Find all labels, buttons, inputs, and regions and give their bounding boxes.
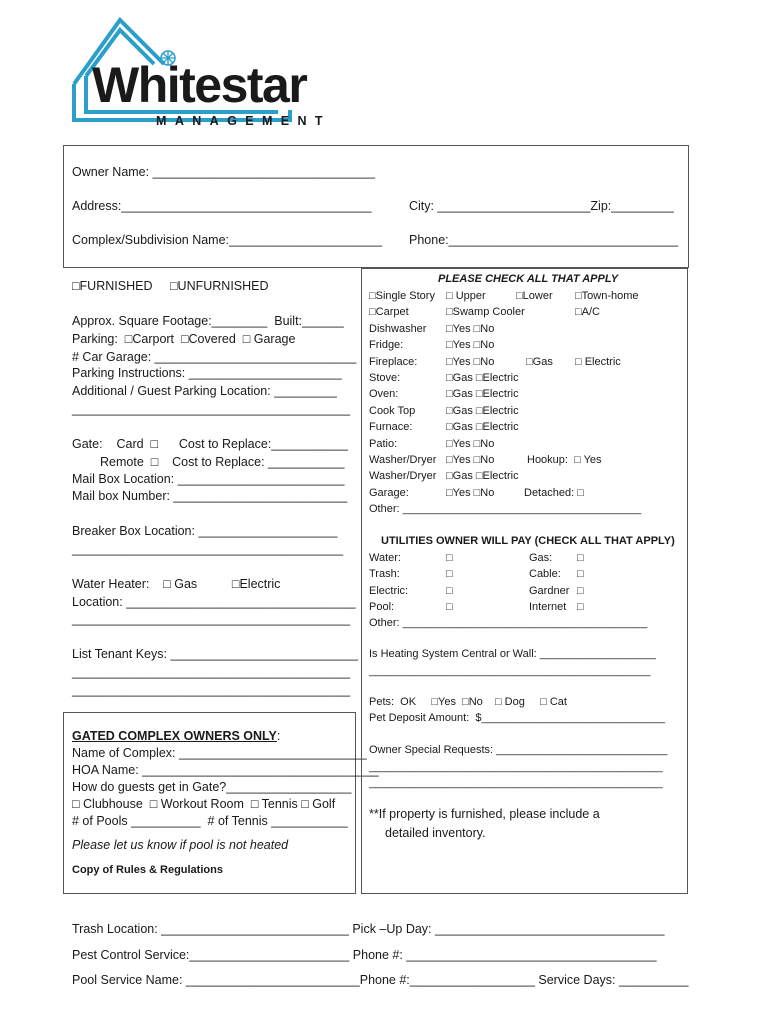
- water-heater-options[interactable]: Water Heater: □ Gas □Electric: [72, 577, 281, 591]
- feature-cell: Patio:: [369, 437, 398, 450]
- feature-cell: Oven:: [369, 388, 399, 401]
- square-footage-field[interactable]: Approx. Square Footage:________ Built:______: [72, 314, 344, 328]
- pets-options[interactable]: Pets: OK □Yes □No □ Dog □ Cat: [369, 696, 567, 708]
- pest-control-field[interactable]: Pest Control Service:_______________________ Phone #: ____________________________________: [72, 948, 657, 962]
- utility-label: Gardner: [529, 584, 570, 597]
- breaker-box-line[interactable]: _______________________________________: [72, 542, 344, 556]
- feature-cell[interactable]: □ Upper: [446, 290, 486, 302]
- special-requests-field[interactable]: Owner Special Requests: ____________________________: [369, 744, 668, 756]
- unfurnished-checkbox[interactable]: □UNFURNISHED: [170, 279, 269, 293]
- check-all-title: PLEASE CHECK ALL THAT APPLY: [438, 273, 619, 285]
- parking-options[interactable]: Parking: □Carport □Covered □ Garage: [72, 332, 296, 346]
- utility-checkbox[interactable]: □: [446, 584, 453, 597]
- trash-location-field[interactable]: Trash Location: ___________________________ Pick –Up Day: _________________________________: [72, 922, 665, 936]
- complex-name-field[interactable]: Name of Complex: ___________________________: [72, 746, 367, 760]
- feature-cell: Fridge:: [369, 339, 404, 352]
- heating-system-field[interactable]: Is Heating System Central or Wall: ___________________: [369, 648, 656, 660]
- utility-checkbox[interactable]: □: [577, 568, 584, 581]
- feature-cell[interactable]: □Single Story: [369, 290, 435, 302]
- feature-cell[interactable]: □Lower: [516, 290, 553, 302]
- feature-cell: Fireplace:: [369, 355, 418, 368]
- feature-cell[interactable]: □ Electric: [575, 355, 621, 368]
- feature-cell[interactable]: □Yes □No: [446, 322, 495, 335]
- rules-regulations-label: Copy of Rules & Regulations: [72, 864, 223, 876]
- special-requests-line-1[interactable]: ________________________________________________: [369, 761, 663, 773]
- utility-label: Internet: [529, 601, 567, 614]
- pools-tennis-field[interactable]: # of Pools __________ # of Tennis ___________: [72, 814, 348, 828]
- feature-cell: Furnace:: [369, 421, 413, 434]
- feature-cell[interactable]: □Carpet: [369, 306, 409, 319]
- utility-checkbox[interactable]: □: [577, 552, 584, 564]
- special-requests-line-2[interactable]: ________________________________________________: [369, 777, 663, 789]
- feature-cell: Washer/Dryer: [369, 454, 437, 466]
- feature-cell: Stove:: [369, 372, 401, 384]
- mailbox-number-field[interactable]: Mail box Number: _________________________: [72, 489, 348, 503]
- logo-wordmark: Whitestar: [92, 57, 307, 113]
- pet-deposit-field[interactable]: Pet Deposit Amount: $______________________________: [369, 712, 666, 724]
- feature-cell[interactable]: □Yes □No: [446, 486, 495, 499]
- feature-cell[interactable]: Hookup: □ Yes: [527, 454, 602, 466]
- guest-parking-line[interactable]: ________________________________________: [72, 402, 351, 416]
- parking-instructions-field[interactable]: Parking Instructions: ______________________: [72, 366, 342, 380]
- hoa-name-field[interactable]: HOA Name: __________________________________: [72, 763, 379, 777]
- feature-cell[interactable]: □Gas: [526, 355, 553, 368]
- utilities-title: UTILITIES OWNER WILL PAY (CHECK ALL THAT APPLY): [381, 535, 675, 547]
- feature-cell[interactable]: □Gas □Electric: [446, 421, 519, 434]
- feature-cell[interactable]: □Yes □No: [446, 355, 495, 368]
- feature-cell[interactable]: □Gas □Electric: [446, 372, 519, 384]
- feature-cell[interactable]: Detached: □: [524, 486, 584, 499]
- furnished-inventory-note-2: detailed inventory.: [385, 826, 486, 840]
- gate-remote-field[interactable]: Remote □ Cost to Replace: ___________: [100, 455, 345, 469]
- pool-heated-note: Please let us know if pool is not heated: [72, 838, 289, 852]
- furnished-checkbox[interactable]: □FURNISHED: [72, 279, 153, 293]
- feature-cell[interactable]: □Gas □Electric: [446, 388, 519, 401]
- mailbox-location-field[interactable]: Mail Box Location: ________________________: [72, 472, 345, 486]
- utility-label: Water:: [369, 552, 401, 564]
- breaker-box-field[interactable]: Breaker Box Location: ____________________: [72, 524, 338, 538]
- utility-checkbox[interactable]: □: [577, 584, 584, 597]
- features-other-field[interactable]: Other: _______________________________________: [369, 503, 642, 515]
- car-garage-field[interactable]: # Car Garage: _____________________________: [72, 350, 357, 364]
- utility-checkbox[interactable]: □: [577, 601, 584, 614]
- feature-cell: Garage:: [369, 486, 409, 499]
- owner-name-field[interactable]: Owner Name: ________________________________: [72, 165, 376, 179]
- tenant-keys-line-2[interactable]: ________________________________________: [72, 683, 351, 697]
- feature-cell[interactable]: □Yes □No: [446, 454, 495, 466]
- utilities-other-field[interactable]: Other: ________________________________________: [369, 617, 648, 629]
- phone-field[interactable]: Phone:_________________________________: [409, 233, 679, 247]
- utility-label: Trash:: [369, 568, 400, 581]
- pool-service-field[interactable]: Pool Service Name: _________________________Phone #:__________________ Service Days: __________: [72, 973, 689, 987]
- feature-cell[interactable]: □Swamp Cooler: [446, 306, 525, 319]
- amenities-checkboxes[interactable]: □ Clubhouse □ Workout Room □ Tennis □ Golf: [72, 797, 336, 811]
- utility-checkbox[interactable]: □: [446, 552, 453, 564]
- feature-cell: Washer/Dryer: [369, 470, 437, 483]
- utility-label: Gas:: [529, 552, 553, 564]
- gated-complex-title: GATED COMPLEX OWNERS ONLY:: [72, 729, 281, 743]
- logo-subtitle: MANAGEMENT: [156, 114, 331, 128]
- feature-cell[interactable]: □Gas □Electric: [446, 404, 519, 417]
- complex-name-field[interactable]: Complex/Subdivision Name:______________________: [72, 233, 382, 247]
- heating-system-line[interactable]: ______________________________________________: [369, 665, 651, 677]
- furnished-inventory-note: **If property is furnished, please include a: [369, 807, 600, 821]
- gate-card-field[interactable]: Gate: Card □ Cost to Replace:___________: [72, 437, 348, 451]
- guest-parking-field[interactable]: Additional / Guest Parking Location: _________: [72, 384, 337, 398]
- feature-cell[interactable]: □Town-home: [575, 290, 639, 302]
- tenant-keys-field[interactable]: List Tenant Keys: ___________________________: [72, 647, 359, 661]
- feature-cell[interactable]: □Gas □Electric: [446, 470, 519, 483]
- feature-cell: Dishwasher: [369, 322, 427, 335]
- water-heater-location-line[interactable]: ________________________________________: [72, 612, 351, 626]
- tenant-keys-line-1[interactable]: ________________________________________: [72, 665, 351, 679]
- utility-label: Pool:: [369, 601, 395, 614]
- feature-cell[interactable]: □Yes □No: [446, 339, 495, 352]
- utility-checkbox[interactable]: □: [446, 568, 453, 581]
- water-heater-location-field[interactable]: Location: _________________________________: [72, 595, 356, 609]
- feature-cell[interactable]: □Yes □No: [446, 437, 495, 450]
- utility-label: Electric:: [369, 584, 409, 597]
- feature-cell[interactable]: □A/C: [575, 306, 600, 319]
- city-zip-field[interactable]: City: ______________________Zip:_________: [409, 199, 674, 213]
- address-field[interactable]: Address:____________________________________: [72, 199, 372, 213]
- feature-cell: Cook Top: [369, 404, 416, 417]
- utility-label: Cable:: [529, 568, 561, 581]
- utility-checkbox[interactable]: □: [446, 601, 453, 614]
- gate-access-field[interactable]: How do guests get in Gate?__________________: [72, 780, 352, 794]
